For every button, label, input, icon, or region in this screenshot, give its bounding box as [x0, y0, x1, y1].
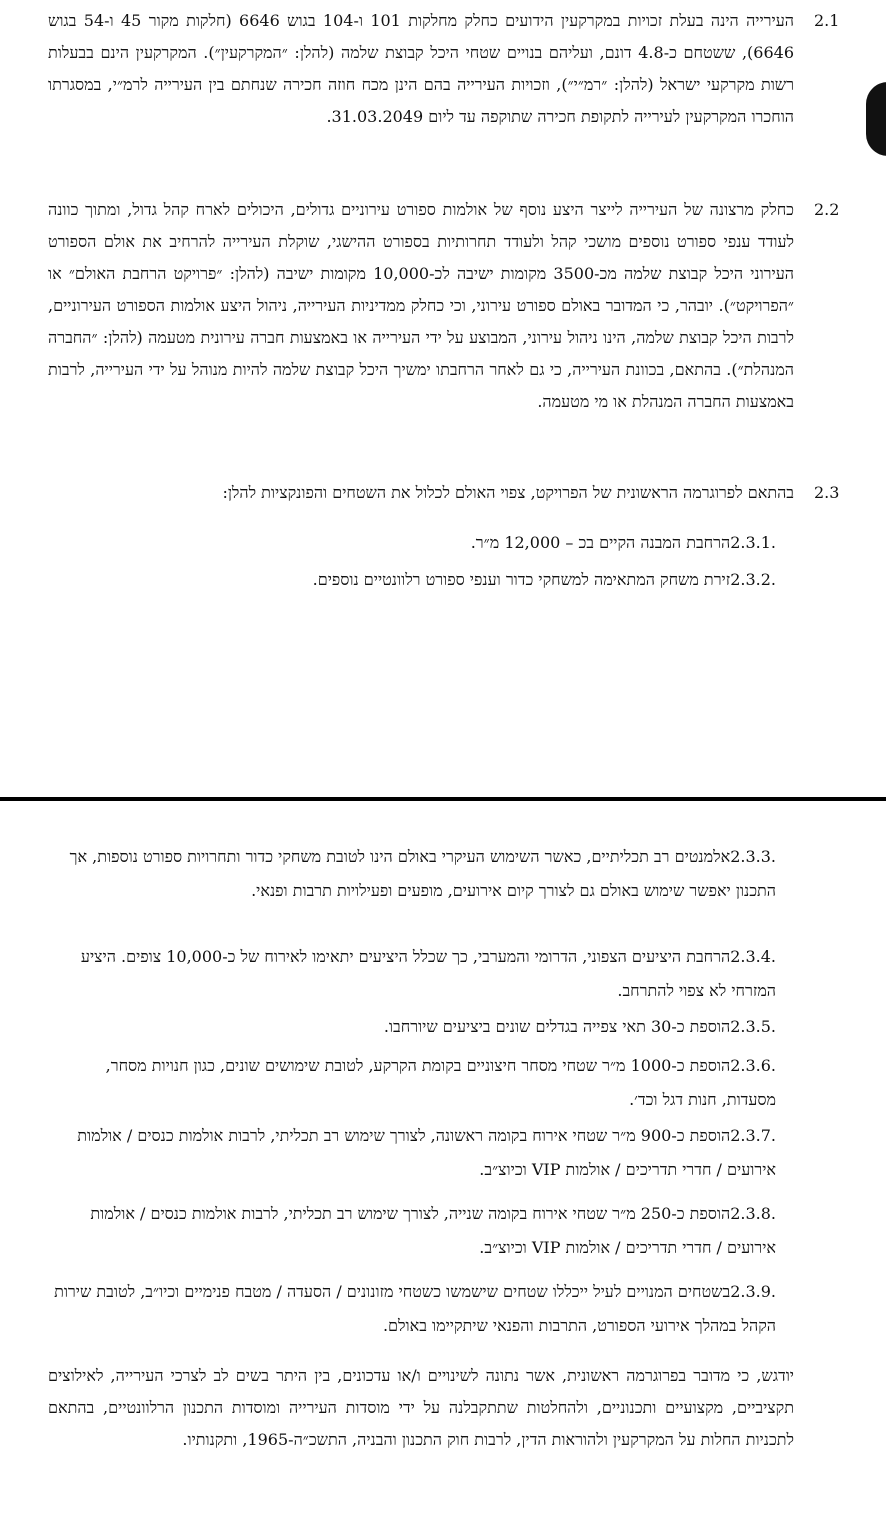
subsection-item: [48, 940, 776, 1008]
section-paragraph: העירייה הינה בעלת זכויות במקרקעין הידועים כחלק מחלקות 101 ו-104 בגוש 6646 (חלקות מקור 45 ו-54 בגוש 6646), ששטחם כ-4.8 דונם, ועליהם בנויים שטחי היכל קבוצת שלמה (להלן: ״המקרקעין״). המקרקעין הינם בבעלות רשות מקרקעי ישראל (להלן: ״רמ״י״), וזכויות העירייה בהם הינן מכח חוזה חכירה שנחתם בין העירייה לרמ״י, במסגרתו הוחכרו המקרקעין לעירייה לתקופת חכירה שתוקפה עד ליום 31.03.2049.: [48, 11, 795, 126]
section-number: 2.2: [814, 200, 840, 219]
subsection-text: הוספת כ-900 מ״ר שטחי אירוח בקומה ראשונה, לצורך שימוש רב תכליתי, לרבות אולמות כנסים / אולמות אירועים / חדרי תדריכים / אולמות VIP וכיוצ״ב.: [77, 1126, 776, 1179]
subsection-text: אלמנטים רב תכליתיים, כאשר השימוש העיקרי באולם הינו לטובת משחקי כדור ותחרויות ספורט נוספות, אך התכנון יאפשר שימוש באולם גם לצורך קיום אירועים, מופעים ופעילויות תרבות ופנאי.: [69, 847, 776, 900]
subsection-number: 2.3.3.: [730, 847, 776, 866]
subsection-text: הרחבת היציעים הצפוני, הדרומי והמערבי, כך שכלל היציעים יתאימו לאירוח של כ-10,000 צופים. היציע המזרחי לא צפוי להתרחב.: [80, 947, 776, 1000]
subsection-text: הרחבת המבנה הקיים בכ – 12,000 מ״ר.: [470, 533, 731, 552]
subsection-item: [48, 1119, 776, 1187]
subsection-text: הוספת כ-30 תאי צפייה בגדלים שונים ביציעים שיורחבו.: [383, 1017, 731, 1036]
subsection-item: [48, 1049, 776, 1117]
subsection-number: 2.3.2.: [730, 570, 776, 589]
document-page-bottom: [0, 803, 886, 1513]
section-number: 2.3: [814, 483, 840, 502]
subsection-text: הוספת כ-1000 מ״ר שטחי מסחר חיצוניים בקומת הקרקע, לטובת שימושים שונים, כגון חנויות מסחר, מסעדות, חנות דגל וכד׳.: [105, 1056, 776, 1109]
subsection-item: [48, 526, 776, 560]
subsection-text: זירת משחק המתאימה למשחקי כדור וענפי ספורט רלוונטיים נוספים.: [312, 570, 731, 589]
page-divider: [0, 797, 886, 801]
subsection-number: 2.3.6.: [730, 1056, 776, 1075]
section-paragraph: כחלק מרצונה של העירייה לייצר היצע נוסף של אולמות ספורט עירוניים גדולים, היכולים לארח קהל גדול, ומתוך כוונה לעודד ענפי ספורט נוספים מושכי קהל ולעודד תחרותיות בספורט ההישגי, שוקלת העירייה להרחיב את אולם הספורט העירוני היכל קבוצת שלמה מכ-3500 מקומות ישיבה לכ-10,000 מקומות ישיבה (להלן: ״פרויקט הרחבת האולם״ או ״הפרויקט״). יובהר, כי המדובר באולם ספורט עירוני, וכי כחלק ממדיניות העירייה, ניהול היצע אולמות הספורט העירוניים, לרבות היכל קבוצת שלמה, הינו ניהול עירוני, המבוצע על ידי העירייה או באמצעות חברה עירונית מטעמה (להלן: ״החברה המנהלת״). בהתאם, בכוונת העירייה, כי גם לאחר הרחבתו ימשיך היכל קבוצת שלמה להיות מנוהל על ידי העירייה, לרבות באמצעות החברה המנהלת או מי מטעמה.: [48, 200, 795, 411]
subsection-item: [48, 1197, 776, 1265]
subsection-text: הוספת כ-250 מ״ר שטחי אירוח בקומה שנייה, לצורך שימוש רב תכליתי, לרבות אולמות כנסים / אולמות אירועים / חדרי תדריכים / אולמות VIP וכיוצ״ב.: [90, 1204, 776, 1257]
subsection-number: 2.3.5.: [730, 1017, 776, 1036]
page-edge-tab: [866, 82, 886, 156]
closing-paragraph: יודגש, כי מדובר בפרוגרמה ראשונית, אשר נתונה לשינויים ו/או עדכונים, בין היתר בשים לב לצרכי העירייה, לאילוצים תקציביים, מקצועיים ותכנוניים, ולהחלטות שתתקבלנה על ידי מוסדות העירייה ומוסדות התכנון הרלוונטיים, בהתאם לתכניות החלות על המקרקעין ולהוראות הדין, לרבות חוק התכנון והבניה, התשכ״ה-1965, ותקנותיו.: [48, 1366, 794, 1449]
section-number: 2.1: [814, 11, 840, 30]
subsection-item: [48, 1010, 776, 1044]
subsection-number: 2.3.9.: [730, 1282, 776, 1301]
subsection-item: [48, 563, 776, 597]
subsection-number: 2.3.1.: [730, 533, 776, 552]
subsection-number: 2.3.4.: [730, 947, 776, 966]
subsection-item: [48, 1275, 776, 1343]
subsection-text: בשטחים המנויים לעיל ייכללו שטחים שישמשו כשטחי מזונונים / הסעדה / מטבח פנימיים וכיו״ב, לטובת שירות הקהל במהלך אירועי הספורט, התרבות והפנאי שיתקיימו באולם.: [54, 1282, 776, 1335]
subsection-number: 2.3.7.: [730, 1126, 776, 1145]
subsection-item: [48, 840, 776, 908]
section-paragraph: בהתאם לפרוגרמה הראשונית של הפרויקט, צפוי האולם לכלול את השטחים והפונקציות להלן:: [222, 483, 794, 502]
subsection-number: 2.3.8.: [730, 1204, 776, 1223]
